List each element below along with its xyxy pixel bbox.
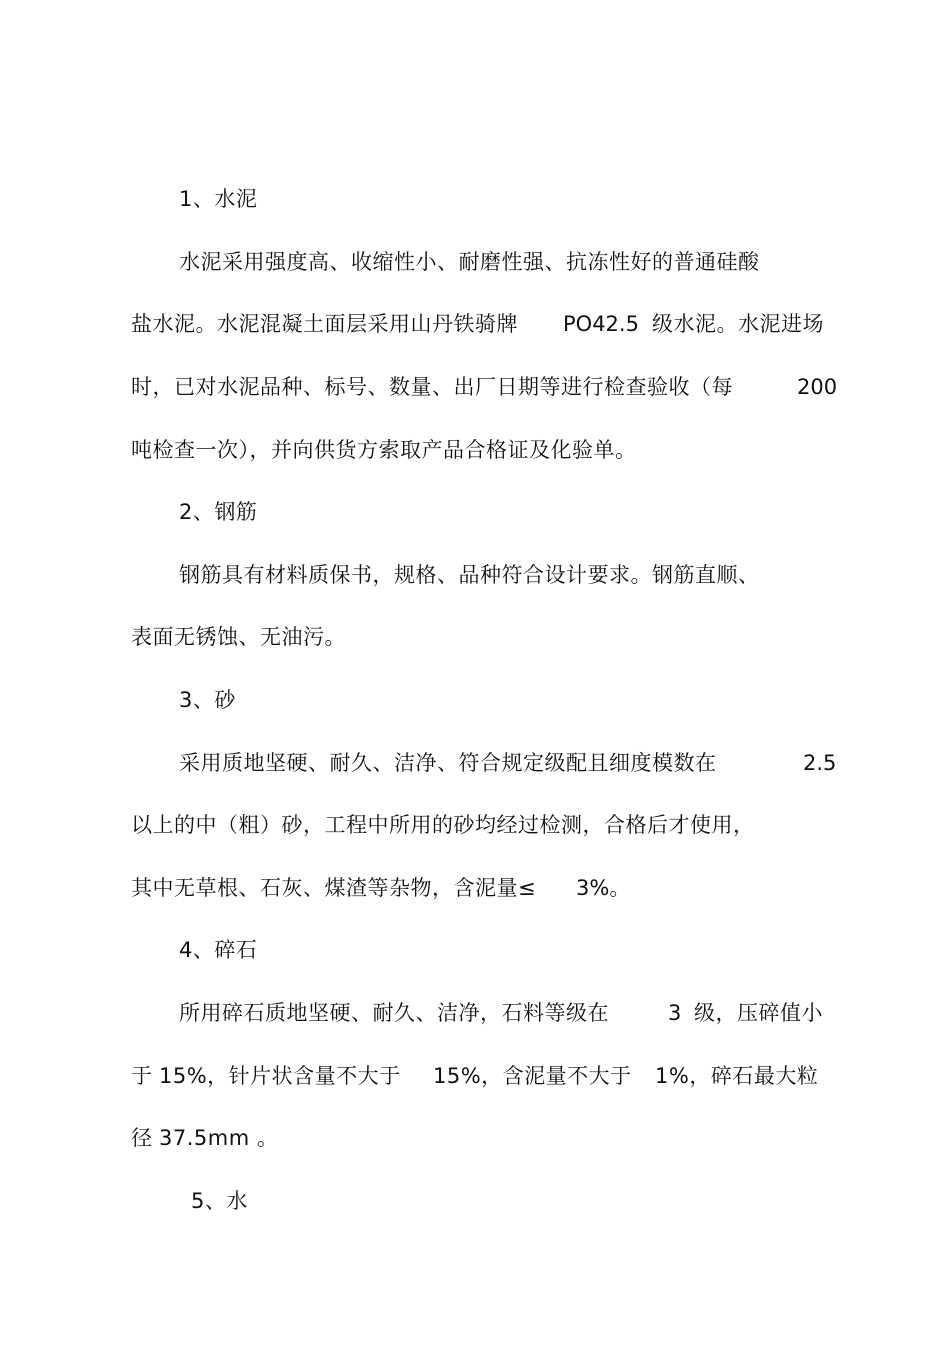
section-heading-rebar: 2、钢筋	[179, 500, 258, 524]
paragraph-line: 采用质地坚硬、耐久、洁净、符合规定级配且细度模数在	[179, 751, 717, 775]
paragraph-line-tail: 级，压碎值小	[694, 1001, 823, 1025]
paragraph-line-tail: 级水泥。水泥进场	[652, 312, 824, 336]
paragraph-line: 水泥采用强度高、收缩性小、耐磨性强、抗冻性好的普通硅酸	[179, 250, 760, 274]
mud-content: 1%，碎石最大粒	[655, 1064, 819, 1088]
paragraph-line: 以上的中（粗）砂，工程中所用的砂均经过检测，合格后才使用，	[131, 813, 755, 837]
paragraph-line: 于	[131, 1064, 153, 1088]
cement-grade: PO42.5	[563, 312, 639, 336]
paragraph-line: 表面无锈蚀、无油污。	[131, 625, 346, 649]
section-heading-water: 5、水	[191, 1189, 248, 1213]
section-heading-sand: 3、砂	[179, 688, 236, 712]
stone-grade-number: 3	[668, 1001, 682, 1025]
paragraph-line: 盐水泥。水泥混凝土面层采用山丹铁骑牌	[131, 312, 518, 336]
max-particle-size: 37.5mm 。	[159, 1126, 279, 1150]
fineness-modulus: 2.5	[803, 751, 837, 775]
paragraph-line: 所用碎石质地坚硬、耐久、洁净，石料等级在	[179, 1001, 609, 1025]
mud-content: 3%。	[576, 876, 631, 900]
needle-content: 15%，含泥量不大于	[433, 1064, 632, 1088]
paragraph-line: 径	[131, 1126, 153, 1150]
crush-value: 15%，针片状含量不大于	[159, 1064, 401, 1088]
paragraph-line: 其中无草根、石灰、煤渣等杂物，含泥量≤	[131, 876, 537, 900]
inspection-tonnage: 200	[797, 375, 838, 399]
section-heading-cement: 1、水泥	[179, 187, 258, 211]
section-heading-gravel: 4、碎石	[179, 938, 258, 962]
paragraph-line: 时，已对水泥品种、标号、数量、出厂日期等进行检查验收（每	[131, 375, 733, 399]
paragraph-line: 吨检查一次），并向供货方索取产品合格证及化验单。	[131, 438, 637, 462]
paragraph-line: 钢筋具有材料质保书，规格、品种符合设计要求。钢筋直顺、	[179, 563, 760, 587]
